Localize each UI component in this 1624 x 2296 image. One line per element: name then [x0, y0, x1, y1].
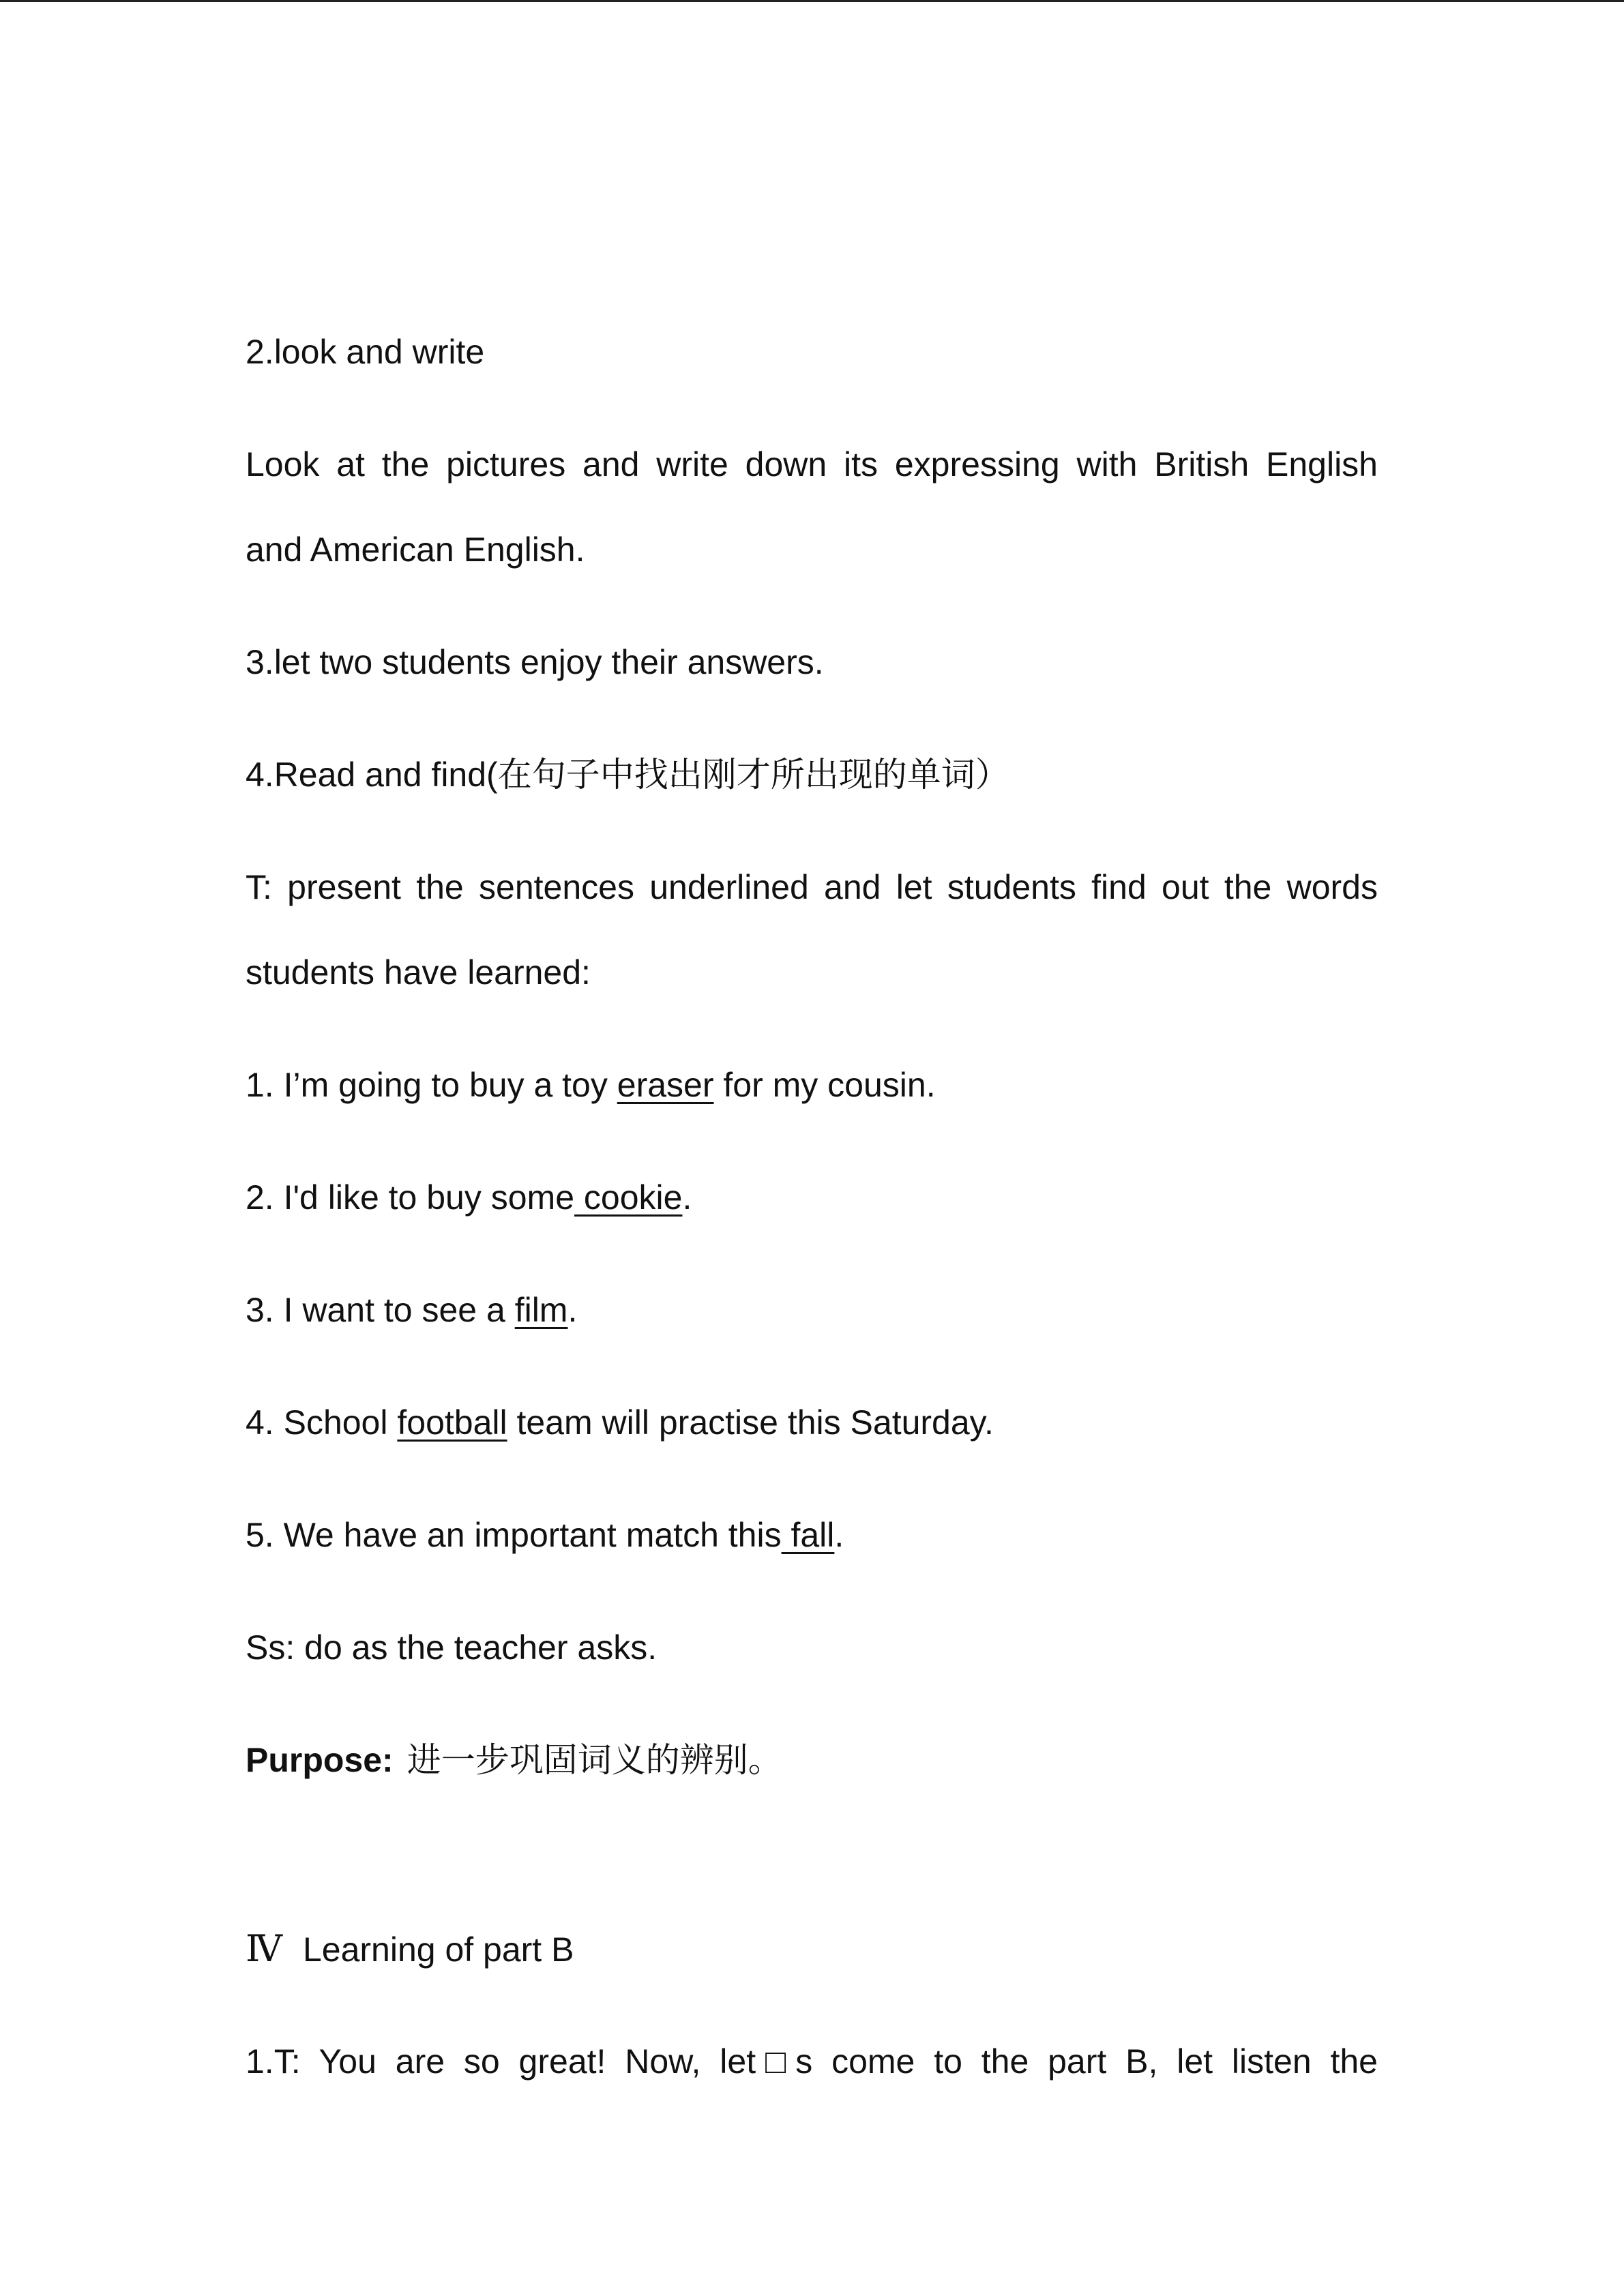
section-heading — [246, 1928, 574, 1970]
sentence-4-underlined-word: football — [397, 1403, 507, 1442]
purpose-line — [246, 1740, 782, 1780]
section-heading-title: Learning of part B — [302, 1930, 574, 1969]
sentence-3 — [246, 1289, 577, 1330]
step-look-and-write-text: 2.look and write — [246, 333, 485, 371]
section-roman-numeral: Ⅳ — [246, 1927, 282, 1970]
step-read-and-find — [246, 754, 1009, 795]
students-response-text: Ss: do as the teacher asks. — [246, 1628, 658, 1667]
sentence-2-post: . — [682, 1178, 692, 1217]
sentence-5-underlined-word: fall — [781, 1516, 835, 1554]
sentence-4-post: team will practise this Saturday. — [507, 1403, 994, 1442]
step-enjoy-answers — [246, 642, 824, 683]
page-top-border — [0, 0, 1624, 2]
look-instruction-line-1 — [246, 444, 1378, 485]
look-instruction-text-1: Look at the pictures and write down its expressing with British English — [246, 445, 1378, 483]
sentence-2-pre: 2. I'd like to buy some — [246, 1178, 575, 1217]
step-enjoy-answers-text: 3.let two students enjoy their answers. — [246, 643, 824, 681]
sentence-5-pre: 5. We have an important match this — [246, 1516, 782, 1554]
sentence-3-pre: 3. I want to see a — [246, 1291, 515, 1329]
purpose-label: Purpose: — [246, 1741, 394, 1779]
sentence-5 — [246, 1515, 844, 1555]
part-b-instruction — [246, 2041, 1378, 2082]
purpose-text: 进一步巩固词义的辨别。 — [407, 1740, 782, 1780]
teacher-instruction-line-2 — [246, 952, 591, 993]
sentence-1-underlined-word: eraser — [617, 1066, 714, 1104]
sentence-1-post: for my cousin. — [713, 1066, 936, 1104]
sentence-3-underlined-word: film — [514, 1291, 568, 1329]
sentence-5-post: . — [834, 1516, 844, 1554]
read-and-find-chinese: 在句子中找出刚才所出现的单词） — [497, 755, 1009, 794]
teacher-instruction-line-1 — [246, 867, 1378, 908]
sentence-4-pre: 4. School — [246, 1403, 398, 1442]
step-look-and-write — [246, 331, 484, 372]
sentence-2 — [246, 1177, 692, 1218]
sentence-4 — [246, 1402, 994, 1443]
look-instruction-text-2: and American English. — [246, 531, 585, 569]
sentence-3-post: . — [567, 1291, 578, 1329]
sentence-1-pre: 1. I’m going to buy a toy — [246, 1066, 617, 1104]
read-and-find-english: 4.Read and find( — [246, 756, 498, 794]
teacher-instruction-text-1: T: present the sentences underlined and let students find out the words — [246, 868, 1378, 906]
sentence-2-underlined-word: cookie — [574, 1178, 683, 1217]
part-b-instruction-text: 1.T: You are so great! Now, let□s come to the part B, let listen the — [246, 2042, 1378, 2081]
sentence-1 — [246, 1064, 936, 1105]
look-instruction-line-2 — [246, 529, 585, 570]
teacher-instruction-text-2: students have learned: — [246, 953, 591, 992]
students-response — [246, 1627, 657, 1668]
